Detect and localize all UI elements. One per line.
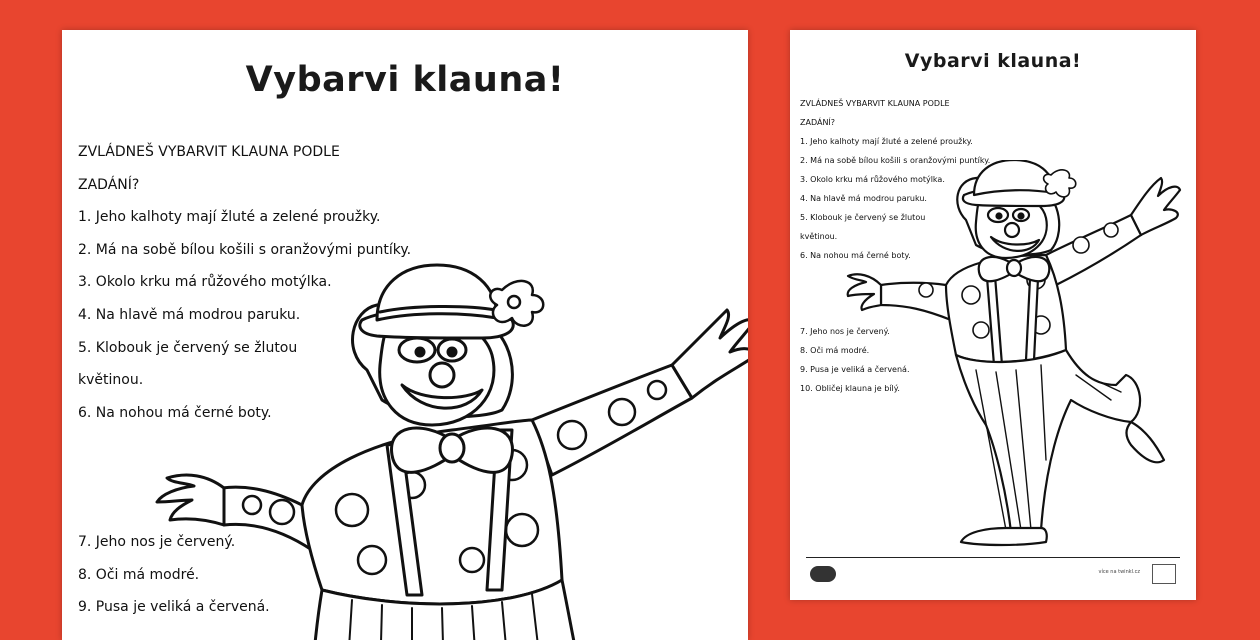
instruction-line: 6. Na nohou má černé boty. <box>800 251 911 260</box>
instruction-line: 2. Má na sobě bílou košili s oranžovými puntíky. <box>78 241 412 258</box>
instruction-line: 4. Na hlavě má modrou paruku. <box>800 194 927 203</box>
intro-line: ZVLÁDNEŠ VYBARVIT KLAUNA PODLE <box>800 99 950 108</box>
worksheet-small <box>790 30 1196 600</box>
instruction-line: 5. Klobouk je červený se žlutou <box>800 213 926 222</box>
instruction-line: 1. Jeho kalhoty mají žluté a zelené proužky. <box>800 137 973 146</box>
instruction-line: 10. Obličej klauna je bílý. <box>800 384 900 393</box>
worksheet-large <box>62 30 748 640</box>
instruction-line: 9. Pusa je veliká a červená. <box>800 365 910 374</box>
instruction-line: 2. Má na sobě bílou košili s oranžovými puntíky. <box>800 156 991 165</box>
instruction-line: 7. Jeho nos je červený. <box>78 534 236 550</box>
intro-line: ZVLÁDNEŠ VYBARVIT KLAUNA PODLE <box>78 144 340 160</box>
clown-illustration <box>846 160 1186 550</box>
instruction-line: 8. Oči má modré. <box>800 346 870 355</box>
clown-illustration <box>152 250 748 640</box>
instruction-line: 3. Okolo krku má růžového motýlka. <box>78 274 332 291</box>
instruction-line: 6. Na nohou má černé boty. <box>78 404 272 421</box>
instruction-line: květinou. <box>800 232 838 241</box>
instruction-line: 5. Klobouk je červený se žlutou <box>78 339 298 356</box>
worksheet-title: Vybarvi klauna! <box>904 50 1082 72</box>
instruction-line: 7. Jeho nos je červený. <box>800 327 890 336</box>
instruction-line: květinou. <box>78 372 144 389</box>
instruction-line: 1. Jeho kalhoty mají žluté a zelené proužky. <box>78 209 381 226</box>
worksheet-title: Vybarvi klauna! <box>245 60 565 100</box>
footer-url: více na twinkl.cz <box>1098 569 1140 575</box>
intro-line: ZADÁNÍ? <box>800 118 836 127</box>
badge-icon <box>1152 564 1176 584</box>
twinkl-logo-icon <box>810 566 836 582</box>
instruction-line: 3. Okolo krku má růžového motýlka. <box>800 175 945 184</box>
intro-line: ZADÁNÍ? <box>78 176 140 193</box>
instruction-line: 8. Oči má modré. <box>78 566 200 583</box>
instruction-line: 4. Na hlavě má modrou paruku. <box>78 306 301 323</box>
page-footer <box>806 557 1180 586</box>
instruction-line: 9. Pusa je veliká a červená. <box>78 599 270 616</box>
